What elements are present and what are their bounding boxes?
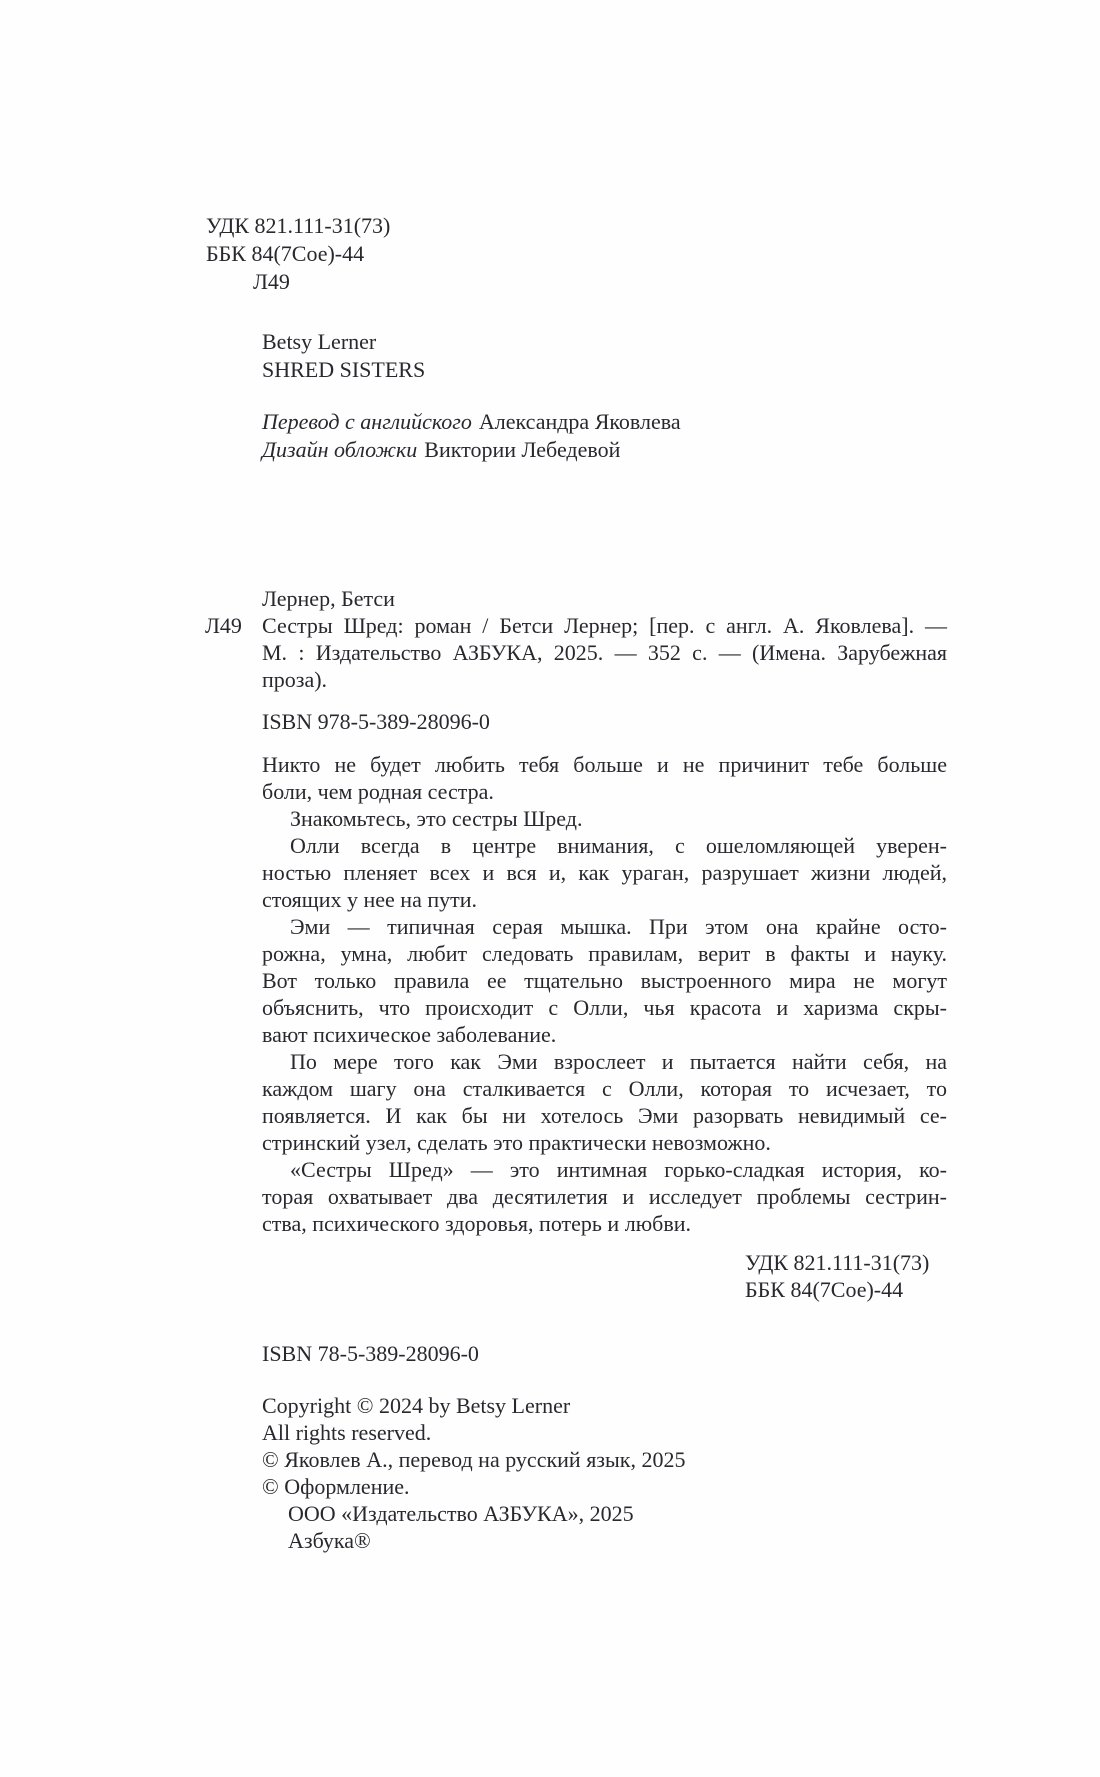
translation-credit-name: Александра Яковлева — [478, 409, 681, 434]
original-edition-block — [262, 328, 425, 384]
catalog-entry — [205, 612, 947, 693]
translation-credit-label: Перевод с английского — [262, 409, 472, 434]
text-line: Никто не будет любить тебя больше и не причинит тебе больше — [262, 752, 947, 777]
cover-design-name: Виктории Лебедевой — [424, 437, 621, 462]
catalog-author: Лернер, Бетси — [262, 586, 395, 611]
text-line: боли, чем родная сестра. — [262, 779, 494, 804]
catalog-description — [262, 612, 947, 693]
text-line: Сестры Шред: роман / Бетси Лернер; [пер. с англ. А. Яковлева]. — — [262, 613, 947, 638]
text-line: рожна, умна, любит следовать правилам, верит в факты и науку. — [262, 941, 947, 966]
cover-design-label: Дизайн обложки — [262, 437, 418, 462]
text-line: вают психическое заболевание. — [262, 1022, 557, 1047]
text-line: Эми — типичная серая мышка. При этом она крайне осто- — [290, 914, 947, 939]
bibliographic-codes-bottom — [745, 1249, 929, 1303]
udk-code: УДК 821.111-31(73) — [206, 213, 391, 238]
isbn-catalog — [262, 708, 490, 735]
text-line: каждом шагу она сталкивается с Олли, которая то исчезает, то — [262, 1076, 947, 1101]
text-line: проза). — [262, 667, 328, 692]
cover-design-credit — [262, 436, 681, 464]
text-line: All rights reserved. — [262, 1420, 432, 1445]
bibliographic-codes-top — [206, 212, 390, 296]
udk-code-bottom: УДК 821.111-31(73) — [745, 1250, 930, 1275]
isbn-bottom — [262, 1340, 479, 1367]
text-line: Олли всегда в центре внимания, с ошеломляющей уверен- — [290, 833, 947, 858]
isbn-catalog-text: ISBN 978-5-389-28096-0 — [262, 709, 490, 734]
isbn-bottom-text: ISBN 78-5-389-28096-0 — [262, 1341, 479, 1366]
text-line: появляется. И как бы ни хотелось Эми разорвать невидимый се- — [262, 1103, 947, 1128]
text-line: М. : Издательство АЗБУКА, 2025. — 352 с. — (Имена. Зарубежная — [262, 640, 947, 665]
text-line: торая охватывает два десятилетия и исследует проблемы сестрин- — [262, 1184, 947, 1209]
text-line: ностью пленяет всех и вся и, как ураган, разрушает жизни людей, — [262, 860, 947, 885]
annotation — [262, 751, 947, 1237]
text-line: По мере того как Эми взрослеет и пытается найти себя, на — [290, 1049, 947, 1074]
bbk-code: ББК 84(7Сое)-44 — [206, 241, 365, 266]
catalog-card — [205, 585, 947, 693]
text-line: Вот только правила ее тщательно выстроенного мира не могут — [262, 968, 947, 993]
translation-credit — [262, 408, 681, 436]
text-line: ства, психического здоровья, потерь и любви. — [262, 1211, 691, 1236]
credits-block — [262, 408, 681, 464]
bbk-code-bottom: ББК 84(7Сое)-44 — [745, 1277, 904, 1302]
text-line: Азбука® — [288, 1528, 371, 1553]
text-line: Знакомьтесь, это сестры Шред. — [290, 806, 583, 831]
catalog-author-sign: Л49 — [205, 613, 242, 638]
text-line: стринский узел, сделать это практически невозможно. — [262, 1130, 771, 1155]
text-line: стоящих у нее на пути. — [262, 887, 478, 912]
original-title: SHRED SISTERS — [262, 357, 426, 382]
text-line: © Яковлев А., перевод на русский язык, 2025 — [262, 1447, 686, 1472]
text-line: Copyright © 2024 by Betsy Lerner — [262, 1393, 571, 1418]
copyright-block — [262, 1392, 685, 1554]
text-line: © Оформление. — [262, 1474, 410, 1499]
original-author: Betsy Lerner — [262, 329, 377, 354]
author-sign-code: Л49 — [253, 269, 290, 294]
text-line: объяснить, что происходит с Олли, чья красота и харизма скры- — [262, 995, 947, 1020]
text-line: «Сестры Шред» — это интимная горько-сладкая история, ко- — [290, 1157, 947, 1182]
text-line: ООО «Издательство АЗБУКА», 2025 — [288, 1501, 634, 1526]
